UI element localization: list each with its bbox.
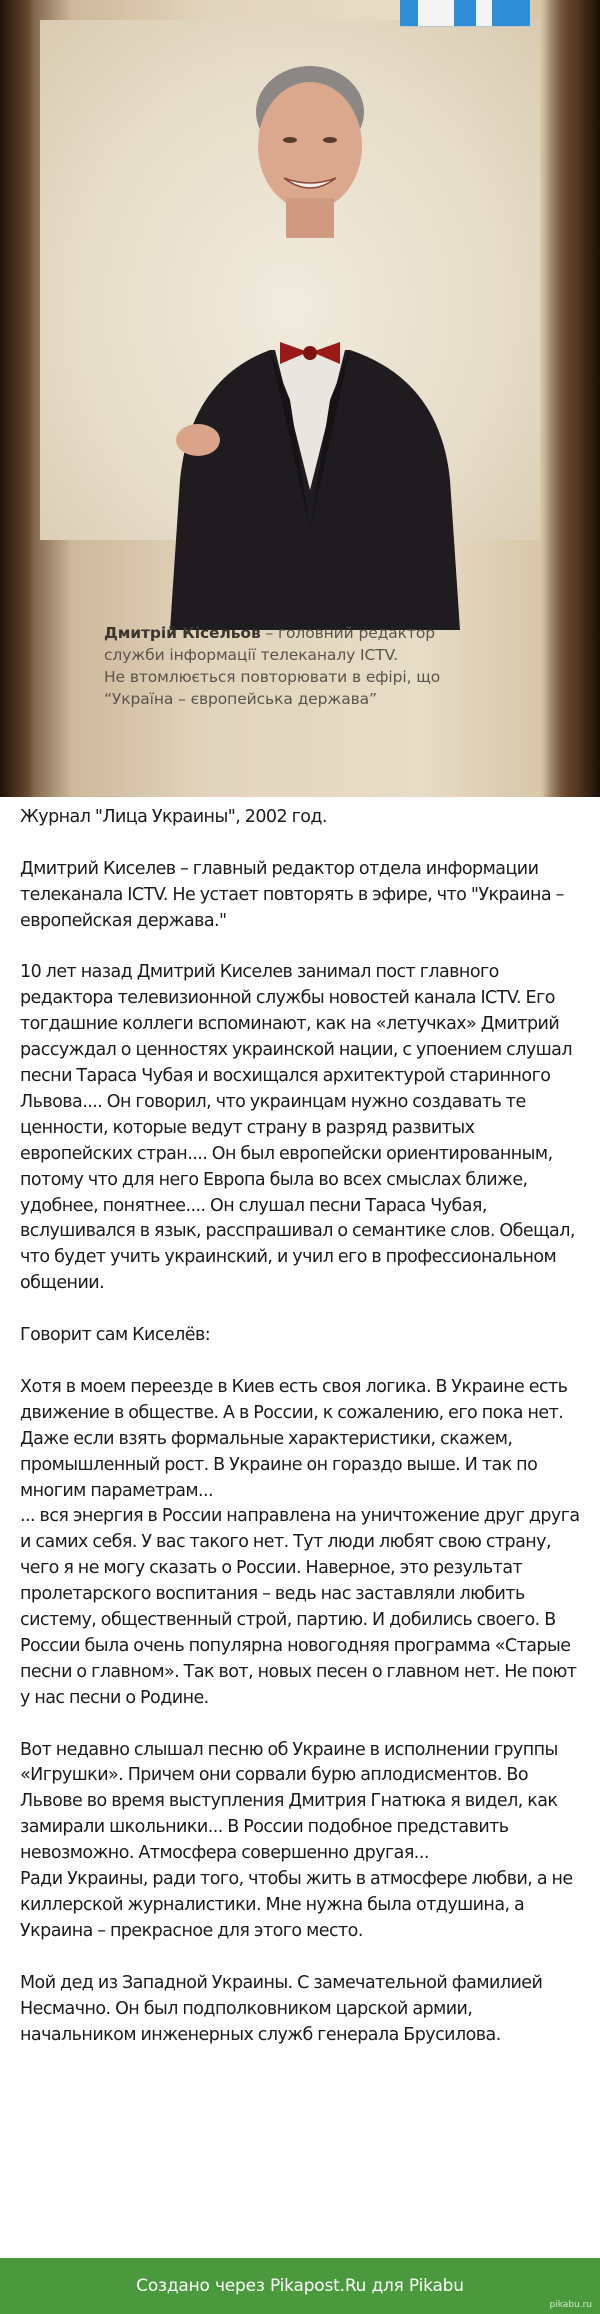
caption-name: Дмитрій Кісельов: [104, 624, 261, 642]
article-paragraph: ... вся энергия в России направлена на уничтожение друг друга и самих себя. У вас такого нет. Тут люди любят свою страну, чего я не могу сказать о России. Наверное, это результат пролетарского воспитания – ведь нас заставляли любить систему, общественный строй, партию. И добились своего. В России была очень популярна новогодняя программа «Старые песни о главном». Так вот, новых песен о главном нет. Не поют у нас песни о Родине.: [20, 1506, 580, 1708]
article-paragraph: Вот недавно слышал песню об Украине в исполнении группы «Игрушки». Причем они сорвали бурю аплодисментов. Во Львове во время выступления Дмитрия Гнатюка я видел, как замирали школьники... В России подобное представить невозможно. Атмосфера совершенно другая...: [20, 1739, 558, 1864]
caption-line: служби інформації телеканалу ICTV.: [104, 646, 398, 664]
article-paragraph: Говорит сам Киселёв:: [20, 1325, 211, 1346]
page-fold-left: [0, 0, 34, 797]
article-paragraph: Ради Украины, ради того, чтобы жить в атмосфере любви, а не киллерской журналистики. Мне нужна была отдушина, а Украина – прекрасное для этого место.: [20, 1869, 573, 1941]
pikabu-watermark: pikabu.ru: [549, 2300, 592, 2310]
portrait-figure: [150, 230, 470, 630]
article-paragraph: Дмитрий Киселев – главный редактор отдела информации телеканала ICTV. Не устает повторять в эфире, что "Украина – европейская держава.": [20, 858, 564, 931]
footer-text: Создано через Pikapost.Ru для Pikabu: [136, 2276, 464, 2296]
article-paragraph: 10 лет назад Дмитрий Киселев занимал пост главного редактора телевизионной службы новостей канала ICTV. Его тогдашние коллеги вспоминают, как на «летучках» Дмитрий рассуждал о ценностях украинской нации, с упоением слушал песни Тараса Чубая и восхищался архитектурой старинного Львова.... Он говорил, что украинцам нужно создавать те ценности, которые ведут страну в разряд развитых европейских стран.... Он был европейски ориентированным, потому что для него Европа была во всех смыслах ближе, удобнее, понятнее.... Он слушал песни Тараса Чубая, вслушивался в язык, расспрашивал о семантике слов. Обещал, что будет учить украинский, и учил его в профессиональном общении.: [20, 962, 575, 1294]
article-body: [20, 805, 586, 2048]
article-paragraph: Журнал "Лица Украины", 2002 год.: [20, 807, 327, 827]
caption-line: Не втомлюється повторювати в ефірі, що: [104, 668, 441, 686]
caption-line: “Україна – європейська держава”: [104, 690, 377, 708]
caption-role: – головний редактор: [260, 624, 435, 642]
magazine-top-graphic: [400, 0, 530, 27]
article-paragraph: Мой дед из Западной Украины. С замечательной фамилией Несмачно. Он был подполковником царской армии, начальником инженерных служб генерала Брусилова.: [20, 1972, 543, 2045]
magazine-photo: [0, 0, 600, 797]
pikapost-footer-banner[interactable]: [0, 2258, 600, 2314]
article-paragraph: Хотя в моем переезде в Киев есть своя логика. В Украине есть движение в обществе. А в России, к сожалению, его пока нет. Даже если взять формальные характеристики, скажем, промышленный рост. В Украине он гораздо выше. И так по многим параметрам...: [20, 1376, 568, 1501]
photo-caption: [104, 622, 544, 710]
portrait-head: [240, 60, 380, 240]
page-fold-right: [544, 0, 600, 797]
